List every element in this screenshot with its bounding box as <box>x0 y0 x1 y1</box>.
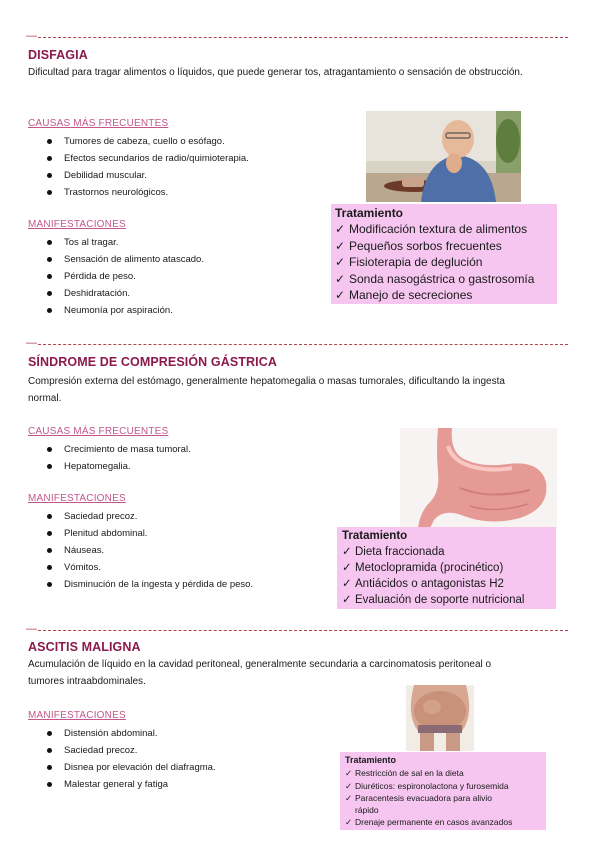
section-title-compresion-gastrica: SÍNDROME DE COMPRESIÓN GÁSTRICA <box>28 355 277 369</box>
section-divider <box>28 344 568 345</box>
list-item: Hepatomegalia. <box>28 458 191 475</box>
stomach-illustration <box>400 428 557 528</box>
treatment-item: ✓ Paracentesis evacuadora para alivio rápido <box>345 792 541 816</box>
treatment-item: ✓ Dieta fraccionada <box>342 544 551 560</box>
treatment-item: ✓ Fisioterapia de deglución <box>335 254 553 271</box>
section-title-ascitis-maligna: ASCITIS MALIGNA <box>28 640 141 654</box>
list-item: Malestar general y fatiga <box>28 776 216 793</box>
section-divider <box>28 630 568 631</box>
distended-abdomen-photo <box>406 685 474 751</box>
treatment-item: ✓ Sonda nasogástrica o gastrosomía <box>335 271 553 288</box>
section-description: Dificultad para tragar alimentos o líquidos, que puede generar tos, atragantamiento o sensación de obstrucción. <box>28 67 523 78</box>
causes-heading: CAUSAS MÁS FRECUENTES <box>28 118 169 129</box>
manifestations-heading: MANIFESTACIONES <box>28 710 126 721</box>
elderly-man-swallowing-photo <box>366 111 521 202</box>
treatment-box <box>337 527 556 609</box>
treatment-item: ✓ Modificación textura de alimentos <box>335 221 553 238</box>
treatment-item: ✓ Drenaje permanente en casos avanzados <box>345 816 541 829</box>
treatment-item: ✓ Pequeños sorbos frecuentes <box>335 238 553 255</box>
section-description: Acumulación de líquido en la cavidad peritoneal, generalmente secundaria a carcinomatosis peritoneal o tumores intraabdominales. <box>28 659 492 687</box>
manifestations-list <box>28 234 204 319</box>
manifestations-list <box>28 725 216 793</box>
treatment-list <box>335 221 553 304</box>
list-item: Deshidratación. <box>28 285 204 302</box>
treatment-box <box>340 752 546 830</box>
manifestations-heading: MANIFESTACIONES <box>28 219 126 230</box>
treatment-item: ✓ Evaluación de soporte nutricional <box>342 592 551 608</box>
treatment-item: ✓ Antiácidos o antagonistas H2 <box>342 576 551 592</box>
manifestations-list <box>28 508 253 593</box>
list-item: Tos al tragar. <box>28 234 204 251</box>
list-item: Saciedad precoz. <box>28 508 253 525</box>
causes-heading: CAUSAS MÁS FRECUENTES <box>28 426 169 437</box>
treatment-list <box>345 767 541 829</box>
list-item: Distensión abdominal. <box>28 725 216 742</box>
list-item: Debilidad muscular. <box>28 167 249 184</box>
list-item: Trastornos neurológicos. <box>28 184 249 201</box>
treatment-list <box>342 544 551 608</box>
causes-list <box>28 441 191 475</box>
list-item: Disminución de la ingesta y pérdida de peso. <box>28 576 253 593</box>
list-item: Disnea por elevación del diafragma. <box>28 759 216 776</box>
list-item: Pérdida de peso. <box>28 268 204 285</box>
treatment-item: ✓ Metoclopramida (procinético) <box>342 560 551 576</box>
treatment-item: ✓ Manejo de secreciones <box>335 287 553 304</box>
list-item: Náuseas. <box>28 542 253 559</box>
treatment-box <box>331 204 557 304</box>
section-divider <box>28 37 568 38</box>
list-item: Plenitud abdominal. <box>28 525 253 542</box>
manifestations-heading: MANIFESTACIONES <box>28 493 126 504</box>
list-item: Sensación de alimento atascado. <box>28 251 204 268</box>
treatment-heading: Tratamiento <box>345 755 397 765</box>
treatment-heading: Tratamiento <box>335 206 404 220</box>
section-description: Compresión externa del estómago, generalmente hepatomegalia o masas tumorales, dificultando la ingesta normal. <box>28 376 505 404</box>
treatment-item: ✓ Diuréticos: espironolactona y furosemida <box>345 780 541 793</box>
treatment-item: ✓ Restricción de sal en la dieta <box>345 767 541 780</box>
section-title-disfagia: DISFAGIA <box>28 48 88 62</box>
treatment-heading: Tratamiento <box>342 530 408 542</box>
list-item: Crecimiento de masa tumoral. <box>28 441 191 458</box>
list-item: Vómitos. <box>28 559 253 576</box>
list-item: Tumores de cabeza, cuello o esófago. <box>28 133 249 150</box>
causes-list <box>28 133 249 201</box>
list-item: Neumonía por aspiración. <box>28 302 204 319</box>
list-item: Efectos secundarios de radio/quimioterapia. <box>28 150 249 167</box>
list-item: Saciedad precoz. <box>28 742 216 759</box>
